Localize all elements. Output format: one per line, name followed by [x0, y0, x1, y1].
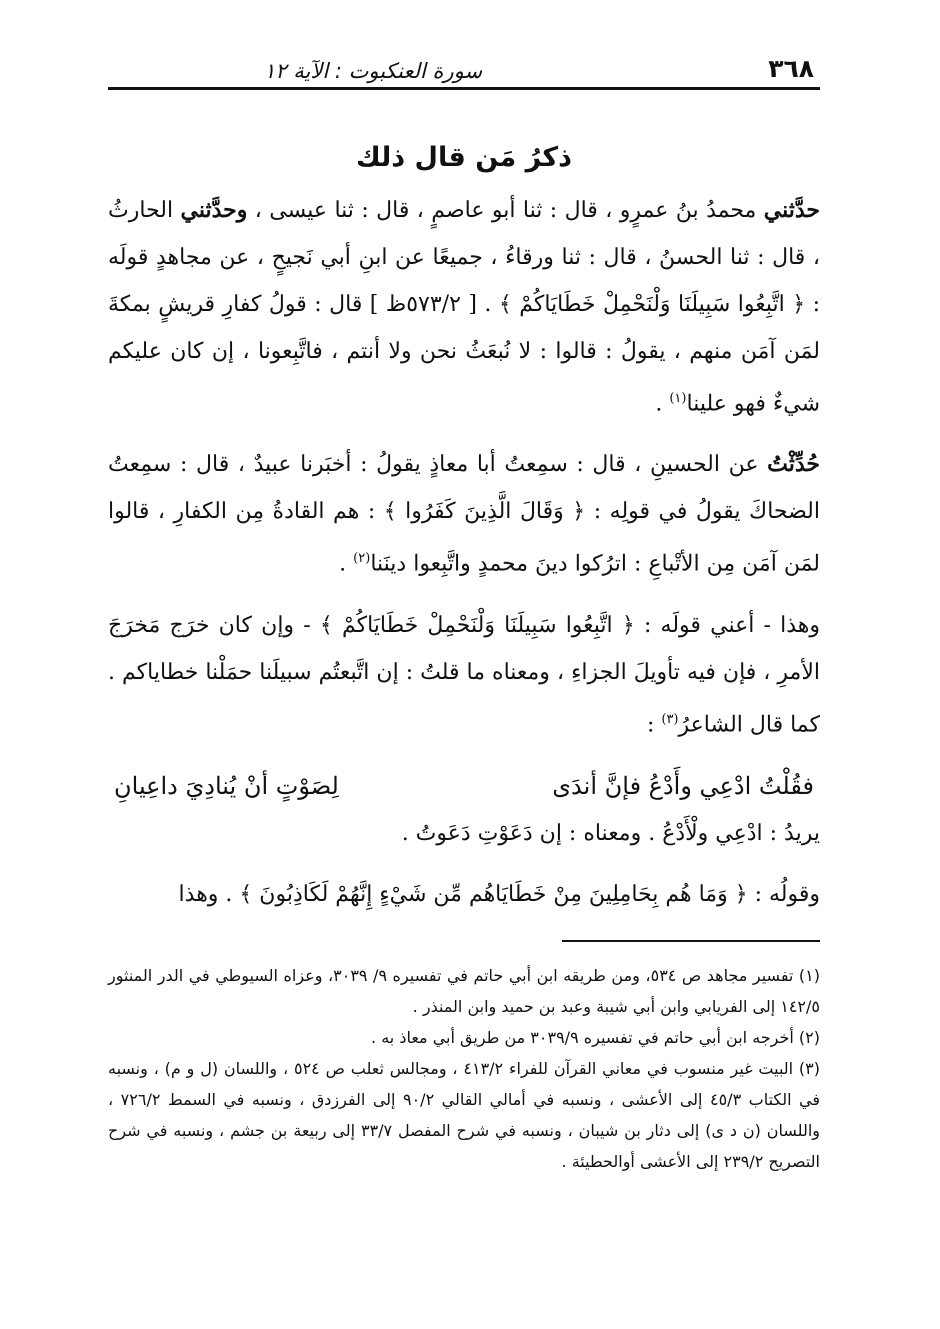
page-header [108, 40, 820, 90]
paragraph-4: يريدُ : ادْعِي ولْأَدْعُ . ومعناه : إن دَعَوْتِ دَعَوتُ . [401, 820, 820, 846]
verse-hemistich-first: فقُلْتُ ادْعِي وأَدْعُ فإنَّ أندَى [552, 771, 814, 800]
narrator-lead: حدَّثني [763, 197, 820, 223]
footnotes [108, 960, 820, 1177]
quran-quote: ﴿ وَقَالَ الَّذِينَ كَفَرُوا ﴾ [383, 499, 586, 525]
narrator-lead: حُدِّثْتُ [767, 451, 820, 478]
verse-hemistich-second: لِصَوْتٍ أنْ يُنادِيَ داعِيانِ [114, 771, 339, 800]
text-segment: الحارثُ ، قال : ثنا الحسنُ ، قال : ثنا ورقاءُ ، جميعًا عن ابنِ أبي نَجيحٍ ، عن مجاهدٍ قولَه : [108, 198, 820, 317]
footnote-1: (١) تفسير مجاهد ص ٥٣٤، ومن طريقه ابن أبي حاتم في تفسيره ٩/ ٣٠٣٩، وعزاه السيوطي في الدر المنثور ١٤٢/٥ إلى الفريابي وابن أبي شيبة وعبد بن حميد وابن المنذر . [108, 965, 820, 1016]
quran-quote: ﴿ وَمَا هُم بِحَامِلِينَ مِنْ خَطَايَاهُم مِّن شَيْءٍ إِنَّهُمْ لَكَاذِبُونَ ﴾ [239, 881, 748, 907]
paragraph-2 [108, 441, 820, 587]
manuscript-marker: . [ ٥٧٣/٢ظ ] [362, 292, 499, 317]
text-segment: : هم القادةُ مِن الكفارِ ، قالوا لمَن آمَن مِن الأتْباعِ : اترُكوا دينَ محمدٍ واتَّبِعوا دينَنا [108, 499, 820, 577]
text-segment: قال : قولُ كفارِ قريشٍ بمكةَ لمَن آمَن منهم ، يقولُ : قالوا : لا نُبعَثُ نحن ولا أنتم ، فاتَّبِعونا ، إن كان عليكم شيءٌ فهو علينا [108, 292, 820, 417]
text-segment: محمدُ بنُ عمرٍو ، قال : ثنا أبو عاصمٍ ، قال : ثنا عيسى ، [247, 198, 764, 223]
footnote-ref[interactable]: (٣) [661, 711, 679, 727]
text-segment: عن الحسينِ ، قال : سمِعتُ أبا معاذٍ يقولُ : أخبَرنا عبيدٌ ، قال : سمِعتُ الضحاكَ يقولُ في قولِه : [108, 452, 820, 525]
paragraph-5 [108, 871, 820, 918]
text-segment: - وإن كان خرَج مَخرَجَ الأمرِ ، فإن فيه تأويلَ الجزاءِ ، ومعناه ما قلتُ : إن اتَّبعتُم سبيلَنا حمَلْنا خطاياكم . كما قال الشاعرُ [108, 612, 820, 737]
page-number: ٣٦٨ [768, 54, 814, 83]
text-segment: : [646, 711, 662, 737]
text-segment: وهذا - أعني قولَه : [634, 612, 821, 638]
footnote-divider [562, 940, 820, 942]
footnote-ref[interactable]: (١) [669, 391, 687, 406]
footnote-2: (٢) أخرجه ابن أبي حاتم في تفسيره ٣٠٣٩/٩ من طريق أبي معاذ به . [371, 1027, 820, 1047]
text-segment: . [339, 551, 354, 577]
paragraph-3 [108, 602, 820, 748]
footnote-3: (٣) البيت غير منسوب في معاني القرآن للفراء ٤١٣/٢ ، ومجالس ثعلب ص ٥٢٤ ، واللسان (ل و م) ، ونسبه في الكتاب ٤٥/٣ إلى الأعشى ، ونسبه في أمالي القالي ٩٠/٢ إلى الفرزدق ، ونسبه في السمط ٧٢٦/٢ ، واللسان (ن د ى) إلى دثار بن شيبان ، ونسبه في شرح المفصل ٣٣/٧ إلى ربيعة بن جشم ، ونسبه في شرح التصريح ٢٣٩/٢ إلى الأعشى أوالحطيئة . [108, 1058, 821, 1171]
running-title: سورة العنكبوت : الآية ١٢ [264, 59, 483, 83]
quran-quote: ﴿ اتَّبِعُوا سَبِيلَنَا وَلْنَحْمِلْ خَطَايَاكُمْ ﴾ [498, 292, 806, 317]
text-segment: . [655, 391, 670, 417]
paragraph-1 [108, 187, 820, 427]
main-text [108, 187, 820, 918]
quran-quote: ﴿ اتَّبِعُوا سَبِيلَنَا وَلْنَحْمِلْ خَطَايَاكُمْ ﴾ [319, 612, 635, 638]
footnote-ref[interactable]: (٢) [353, 551, 371, 567]
text-segment: . وهذا [178, 881, 240, 907]
poetry-verse [108, 762, 820, 810]
text-segment: وقولُه : [747, 881, 820, 907]
section-title: ذكرُ مَن قال ذلك [356, 142, 572, 173]
book-page [108, 40, 820, 1177]
narrator-lead: وحدَّثني [180, 197, 248, 223]
